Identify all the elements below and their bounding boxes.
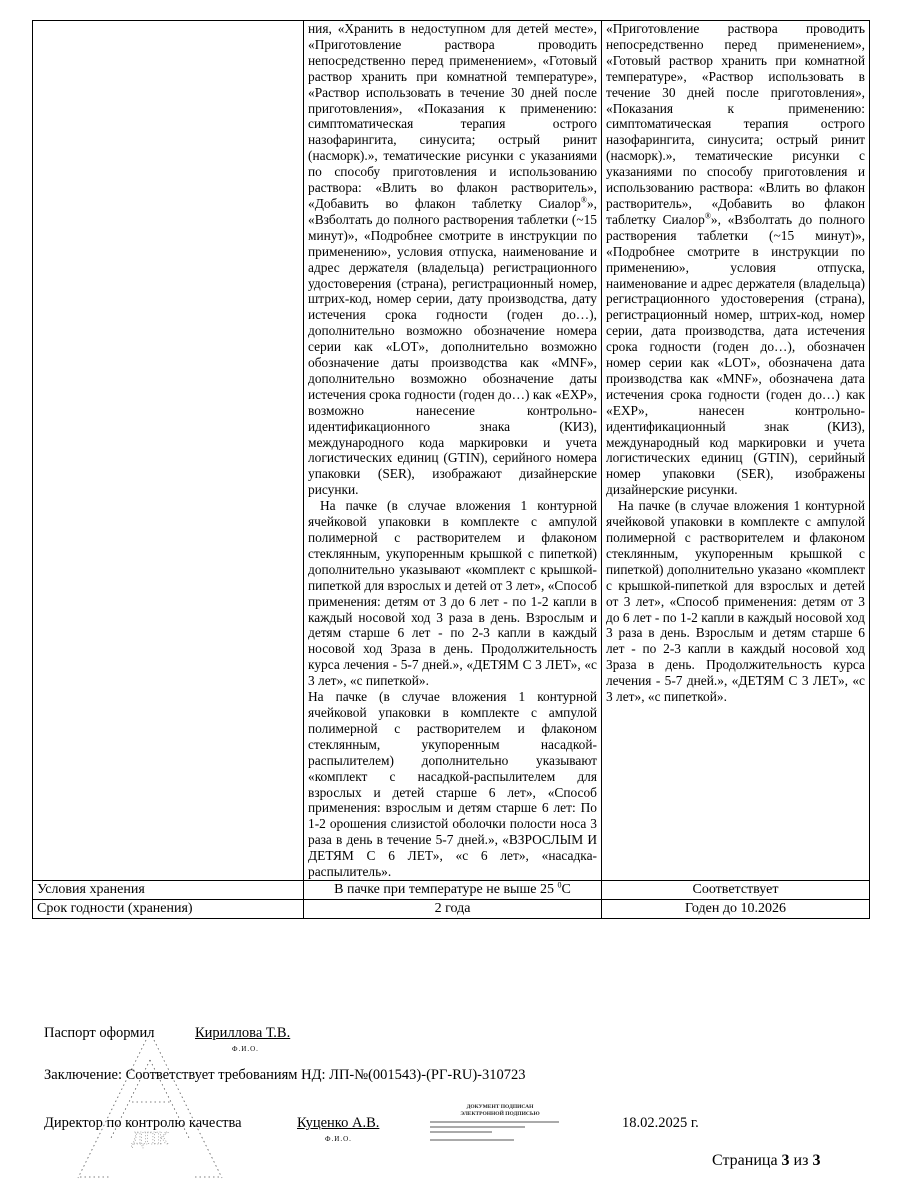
- director-fio-caption: Ф.И.О.: [325, 1135, 352, 1143]
- result-paragraph-2: На пачке (в случае вложения 1 контурной ячейковой упаковки в комплекте с ампулой полимерной с растворителем и флаконом стеклянным, укупоренным крышкой с пипеткой) дополнительно указано «комплект с крышкой-пипеткой для взрослых и детей от 3 лет», «Способ применения: детям от 3 до 6 лет - по 1-2 капли в каждый носовой ход 3 раза в день. Взрослым и детям старше 6 лет - по 2-3 капли в каждый носовой ход 3раза в день. Продолжительность курса лечения - 5-7 дней.», «ДЕТЯМ С 3 ЛЕТ», «с 3 лет», «с пипеткой».: [606, 498, 865, 705]
- cell-requirement: [304, 21, 602, 881]
- esig-title-2: ЭЛЕКТРОННОЙ ПОДПИСЬЮ: [460, 1111, 540, 1117]
- result-paragraph-1: «Приготовление раствора проводить непосредственно перед применением», «Готовый раствор хранить при комнатной температуре», «Раствор использовать в течение 30 дней после приготовления», «Показания к применению: симптоматическая терапия острого назофарингита, синусита; острый ринит (насморк).», тематические рисунки с указаниями по способу приготовления и использованию раствора: «Влить во флакон растворитель», «Добавить во флакон таблетку Сиалор®», «Взболтать до полного растворения таблетки (~15 минут)», «Подробнее смотрите в инструкции по применению», условия отпуска, наименование и адрес держателя (владельца) регистрационного удостоверения (страна), регистрационный номер, штрих-код, номер серии, дата производства, дата истечения срока годности (годен до…), обозначен номер серии как «LOT», обозначена дата производства как «MNF», обозначена дата истечения срока годности (годен до…) как «EXP», нанесен контрольно-идентификационный знак (КИЗ), международный код маркировки и учета логистических единиц (GTIN), серийный номер упаковки (SER), изображены дизайнерские рисунки.: [606, 21, 865, 498]
- cell-parameter: [33, 21, 304, 881]
- quality-passport-table: [32, 20, 870, 919]
- table-row-shelf-life: [33, 899, 870, 918]
- passport-fio-caption: Ф.И.О.: [232, 1045, 259, 1053]
- document-date: 18.02.2025 г.: [622, 1115, 699, 1131]
- shelf-life-result: Годен до 10.2026: [602, 899, 870, 918]
- page-number: Страница 3 из 3: [712, 1152, 821, 1169]
- table-row-storage-conditions: [33, 880, 870, 899]
- table-row-packaging: [33, 21, 870, 881]
- esig-title-1: ДОКУМЕНТ ПОДПИСАН: [466, 1104, 534, 1110]
- passport-issuer-name: Кириллова Т.В.: [195, 1025, 291, 1041]
- cell-result: [602, 21, 870, 881]
- conclusion-text: Заключение: Соответствует требованиям НД: ЛП-№(001543)-(РГ-RU)-310723: [44, 1067, 526, 1083]
- director-name: Куценко А.В.: [297, 1115, 380, 1131]
- company-stamp-icon: [70, 1030, 230, 1180]
- storage-label: Условия хранения: [33, 880, 304, 899]
- requirement-paragraph-1: ния, «Хранить в недоступном для детей месте», «Приготовление раствора проводить непосредственно перед применением», «Готовый раствор хранить при комнатной температуре», «Раствор использовать в течение 30 дней после приготовления», «Показания к применению: симптоматическая терапия острого назофарингита, синусита; острый ринит (насморк).», тематические рисунки с указаниями по способу приготовления и использованию раствора: «Влить во флакон растворитель», «Добавить во флакон таблетку Сиалор®», «Взболтать до полного растворения таблетки (~15 минут)», «Подробнее смотрите в инструкции по применению», условия отпуска, наименование и адрес держателя (владельца) регистрационного удостоверения (страна), регистрационный номер, штрих-код, номер серии, дату производства, дату истечения срока годности (годен до…), дополнительно возможно обозначение номера серии как «LOT», дополнительно возможно обозначение даты производства как «MNF», дополнительно возможно обозначение даты истечения срока годности (годен до…) как «EXP», возможно нанесение контрольно-идентификационного знака (КИЗ), международного кода маркировки и учета логистических единиц (GTIN), серийного номера упаковки (SER), изображают дизайнерские рисунки.: [308, 21, 597, 498]
- requirement-paragraph-2: На пачке (в случае вложения 1 контурной ячейковой упаковки в комплекте с ампулой полимерной с растворителем и флаконом стеклянным, укупоренным крышкой с пипеткой) дополнительно указывают «комплект с крышкой-пипеткой для взрослых и детей от 3 лет», «Способ применения: детям от 3 до 6 лет - по 1-2 капли в каждый носовой ход 3 раза в день. Взрослым и детям старше 6 лет - по 2-3 капли в каждый носовой ход 3раза в день. Продолжительность курса лечения - 5-7 дней.», «ДЕТЯМ С 3 ЛЕТ», «с 3 лет», «с пипеткой».: [308, 498, 597, 689]
- electronic-signature-stamp: [430, 1104, 570, 1158]
- passport-issued-label: Паспорт оформил: [44, 1025, 155, 1041]
- svg-text:ДПК: ДПК: [131, 1128, 169, 1148]
- director-label: Директор по контролю качества: [44, 1115, 242, 1131]
- shelf-life-label: Срок годности (хранения): [33, 899, 304, 918]
- requirement-paragraph-3: На пачке (в случае вложения 1 контурной ячейковой упаковки в комплекте с ампулой полимерной с растворителем и флаконом стеклянным, укупоренным насадкой-распылителем) дополнительно указывают «комплект с насадкой-распылителем для взрослых и детей старше 6 лет», «Способ применения: взрослым и детям старше 6 лет: По 1-2 орошения слизистой оболочки полости носа 3 раза в день в течение 5-7 дней.», «ВЗРОСЛЫМ И ДЕТЯМ С 6 ЛЕТ», «с 6 лет», «насадка-распылитель».: [308, 689, 597, 880]
- storage-requirement: В пачке при температуре не выше 25 $^0$С: [304, 880, 602, 899]
- shelf-life-requirement: 2 года: [304, 899, 602, 918]
- storage-result: Соответствует: [602, 880, 870, 899]
